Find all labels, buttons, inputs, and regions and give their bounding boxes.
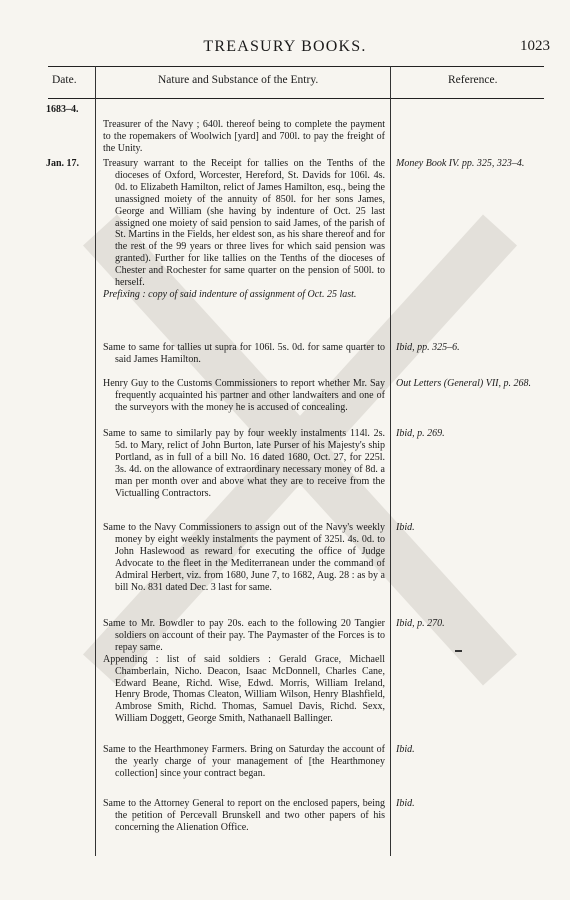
entry-text [103,744,385,780]
entry-text [103,119,385,155]
entry-text [103,618,385,725]
column-divider [95,66,96,856]
column-nature-heading: Nature and Substance of the Entry. [158,74,319,86]
entry-body: Henry Guy to the Customs Commissioners to report whether Mr. Say frequently acquainted his partner and other landwaiters and one of the surveyors with the money he is accused of concealing. [103,378,385,413]
header-rule-bottom [48,98,544,99]
entry-reference: Ibid, p. 269. [396,428,445,439]
entry-text [103,428,385,499]
entry-body: Same to same for tallies ut supra for 106l. 5s. 0d. for same quarter to said James Hamilton. [103,342,385,365]
entry-reference: Money Book IV. pp. 325, 323–4. [396,158,525,169]
page-title: TREASURY BOOKS. [203,38,367,55]
entry-body: Same to the Attorney General to report on the enclosed papers, being the petition of Percevall Brunskell and two other papers of his concerning the Alienation Office. [103,798,385,833]
entry-date: Jan. 17. [46,158,80,169]
entry-reference: Ibid. [396,744,415,755]
entry-body: Same to same to similarly pay by four weekly instalments 114l. 2s. 5d. to Mary, relict of John Burton, late Purser of his Majesty's ship Portland, as in full of a bill No. 16 dated 1680, Oct. 27, for 225l. 3s. 4d. on the allowance of extraordinary necessary money of 8d. a man per month over and above what they are to receive from the Victualling Contractors. [103,428,385,499]
entry-reference: Ibid, p. 270. [396,618,445,629]
entry-body: Same to the Navy Commissioners to assign out of the Navy's weekly money by eight weekly instalments the payment of 325l. 4s. 0d. to John Haslewood as reward for executing the office of Judge Advocate to the fleet in the Mediterranean under the command of Admiral Herbert, viz. from 1680, June 7, to 1682, Aug. 28 : as by a bill No. 831 dated Dec. 3 last for same. [103,522,385,593]
entry-body: Same to Mr. Bowdler to pay 20s. each to the following 20 Tangier soldiers on account of their pay. The Paymaster of the Forces is to repay same. [103,618,385,653]
entry-reference: Out Letters (General) VII, p. 268. [396,378,531,389]
column-reference-heading: Reference. [448,74,498,86]
column-divider [390,66,391,856]
entry-text [103,378,385,414]
header-rule-top [48,66,544,67]
entry-date: 1683–4. [46,104,79,115]
entry-reference: Ibid. [396,522,415,533]
page-number: 1023 [520,38,550,54]
entry-reference: Ibid. [396,798,415,809]
entry-text [103,798,385,834]
dash-mark [455,650,462,652]
entry-note: Prefixing : copy of said indenture of assignment of Oct. 25 last. [103,288,357,300]
entry-body: Same to the Hearthmoney Farmers. Bring on Saturday the account of the yearly charge of your management of [the Hearthmoney collection] since your contract began. [103,744,385,779]
entry-text [103,522,385,593]
entry-body: Treasury warrant to the Receipt for tallies on the Tenths of the dioceses of Oxford, Worcester, Hereford, St. Davids for 106l. 4s. 0d. to Elizabeth Hamilton, relict of James Hamilton, esq., being the unassigned moiety of the annuity of 850l. for her sons James, George and William (she having by indenture of Oct. 25 last assigned one moiety of said pension to said James, of the parish of St. Martins in the Fields, her eldest son, as his share thereof and for the rest of the 99 years or three lives for which said pension was granted). Further for like tallies on the Tenths of the dioceses of Chester and Rochester for same quarter on the pension of 500l. to herself. [103,158,385,289]
entry-text [103,342,385,366]
entry-reference: Ibid, pp. 325–6. [396,342,460,353]
column-date-heading: Date. [52,74,77,86]
entry-text [103,158,385,301]
entry-note: Appending : list of said soldiers : Gerald Grace, Michaell Chamberlain, Nicho. Deacon, Isaac McDonnell, Charles Cane, Edward Beane, Richd. Wise, Edwd. Morris, William Ireland, Henry Brode, Thomas Cleaton, William Wilson, Henry Blashfield, Ambrose Smith, Richd. Thomas, Samuel Davis, Richd. Sexx, William Doggett, George Smith, Nathanaell Ballinger. [103,653,385,725]
entry-body: Treasurer of the Navy ; 640l. thereof being to complete the payment to the ropemakers of Woolwich [yard] and 700l. to pay the freight of the Unity. [103,119,385,154]
